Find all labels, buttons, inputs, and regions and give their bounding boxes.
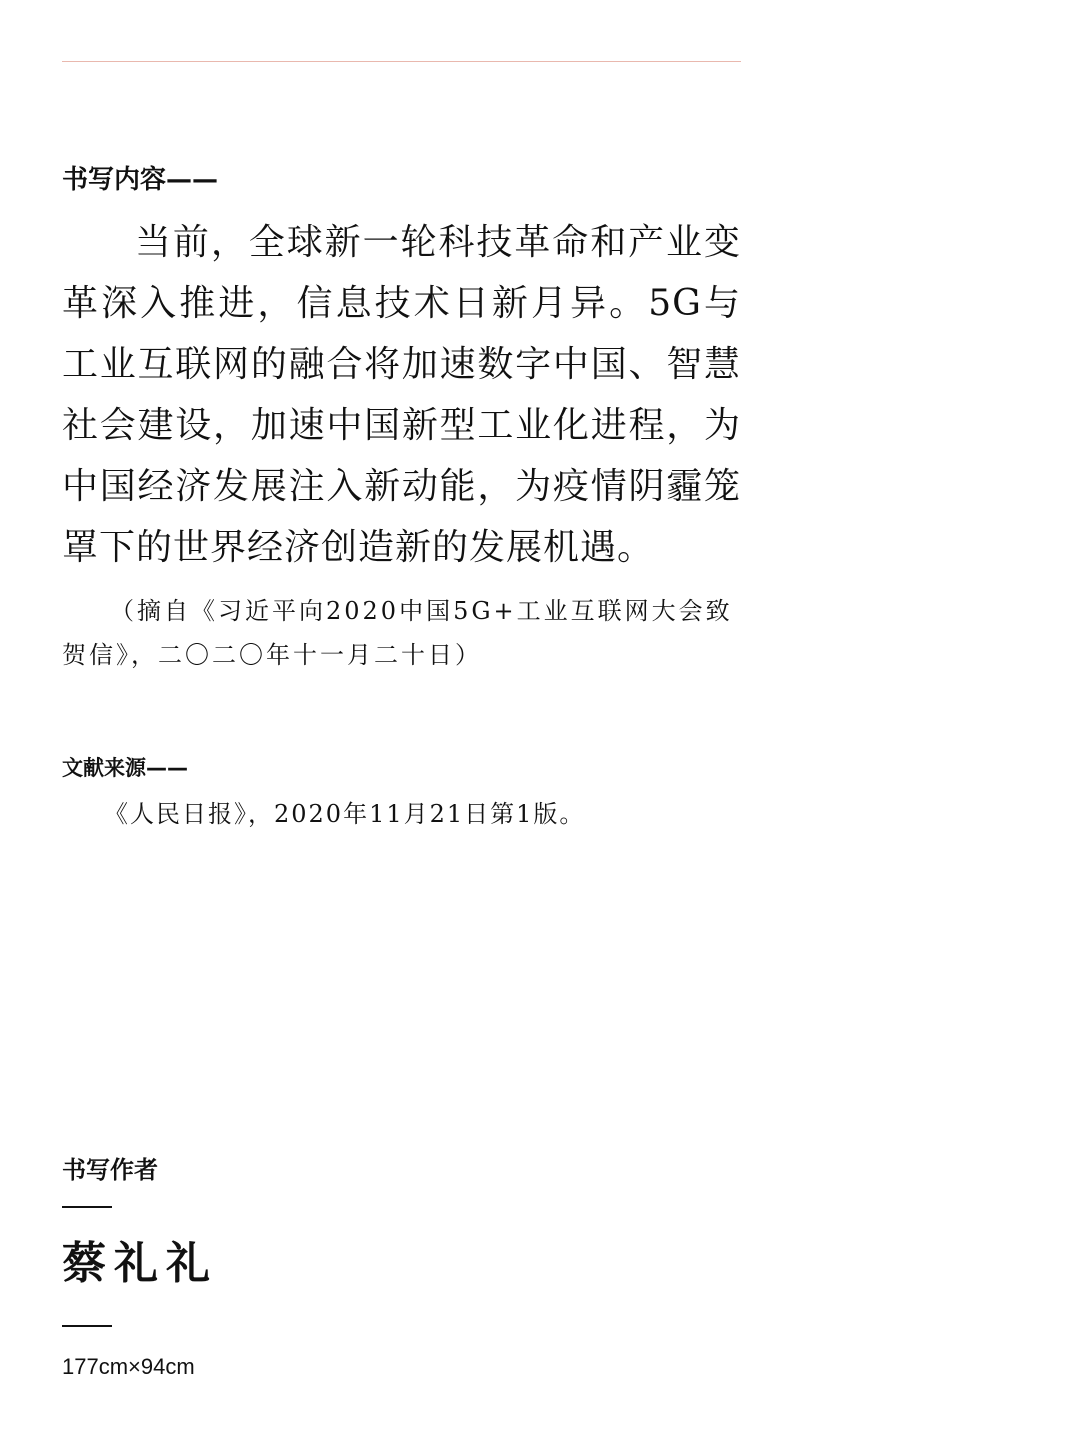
- content-citation: （摘自《习近平向2020中国5G+工业互联网大会致贺信》，二〇二〇年十一月二十日）: [62, 597, 733, 669]
- author-divider-bottom: [62, 1325, 112, 1327]
- author-name: 蔡礼礼: [62, 1238, 218, 1289]
- top-divider: [62, 61, 741, 62]
- source-text: 《人民日报》，2020年11月21日第1版。: [104, 800, 586, 828]
- author-section-label: 书写作者: [62, 1156, 158, 1184]
- content-section-label: 书写内容——: [62, 165, 219, 195]
- content-body-text: 当前，全球新一轮科技革命和产业变革深入推进，信息技术日新月异。5G与工业互联网的融合将加速数字中国、智慧社会建设，加速中国新型工业化进程，为中国经济发展注入新动能，为疫情阴霾笼罩下的世界经济创造新的发展机遇。: [62, 222, 741, 568]
- artwork-dimensions: 177cm×94cm: [62, 1354, 195, 1379]
- source-section-label: 文献来源——: [62, 756, 188, 780]
- author-divider-top: [62, 1206, 112, 1208]
